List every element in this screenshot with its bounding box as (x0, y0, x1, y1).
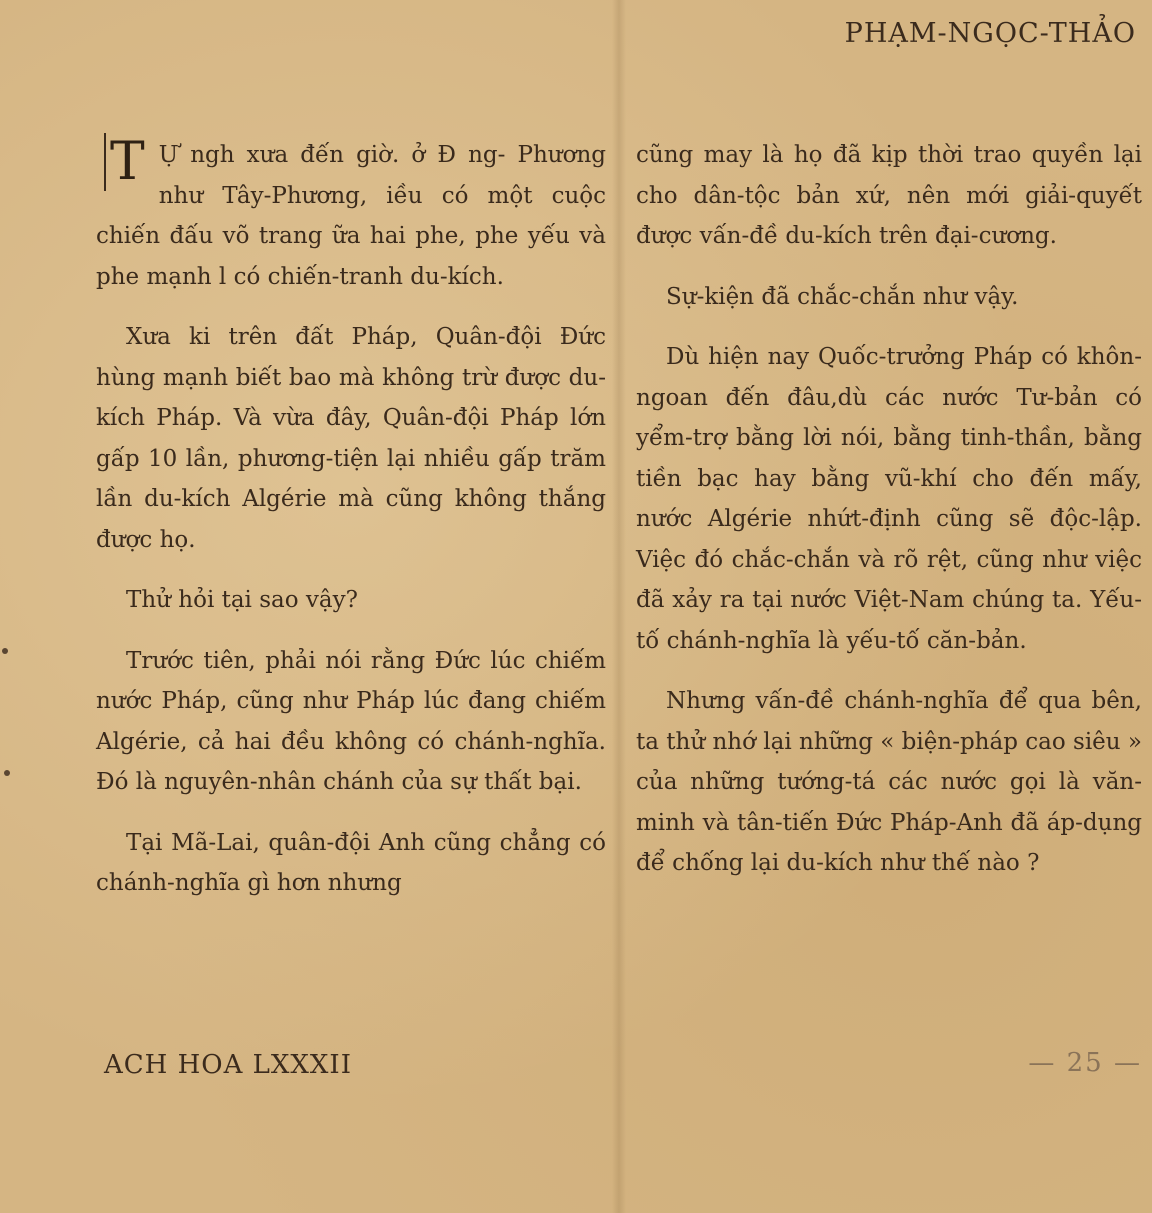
footer-magazine-issue: ACH HOA LXXXII (104, 1050, 352, 1080)
left-paragraph-1 (96, 132, 606, 297)
print-speck (2, 648, 8, 654)
left-paragraph-3: Thử hỏi tại sao vậy? (126, 587, 358, 613)
right-paragraph-4: Nhưng vấn-đề chánh-nghĩa để qua bên, ta thử nhớ lại những « biện-pháp cao siêu » của những tướng-tá các nước gọi là văn-minh và tân-tiến Đức Pháp-Anh đã áp-dụng để chống lại du-kích như thế nào ? (636, 688, 1142, 876)
left-column (96, 132, 606, 924)
page-header-author: PHẠM-NGỌC-THẢO (844, 18, 1136, 49)
left-paragraph-5: Tại Mã-Lai, quân-đội Anh cũng chẳng có chánh-nghĩa gì hơn nhưng (96, 829, 606, 896)
right-paragraph-3: Dù hiện nay Quốc-trưởng Pháp có khôn-ngoan đến đâu,dù các nước Tư-bản có yểm-trợ bằng lời nói, bằng tinh-thần, bằng tiền bạc hay bằng vũ-khí cho đến mấy, nước Algérie nhứt-định cũng sẽ độc-lập. Việc đó chắc-chắn và rõ rệt, cũng như việc đã xảy ra tại nước Việt-Nam chúng ta. Yếu-tố chánh-nghĩa là yếu-tố căn-bản. (636, 344, 1142, 654)
left-paragraph-2: Xưa ki trên đất Pháp, Quân-đội Đức hùng mạnh biết bao mà không trừ được du-kích Pháp. Và vừa đây, Quân-đội Pháp lớn gấp 10 lần, phương-tiện lại nhiều gấp trăm lần du-kích Algérie mà cũng không thắng được họ. (96, 324, 606, 553)
right-column (636, 135, 1142, 904)
page-fold (612, 0, 626, 1213)
drop-cap: T (104, 133, 145, 191)
left-paragraph-1-text: Ự ngh xưa đến giờ. ở Đ ng- Phương như Tây-Phương, iều có một cuộc chiến đấu võ trang ữa hai phe, phe yếu và phe mạnh l có chiến-tranh du-kích. (96, 142, 606, 290)
footer-page-number: — 25 — (1028, 1048, 1142, 1078)
print-speck (4, 770, 10, 776)
right-paragraph-1: cũng may là họ đã kịp thời trao quyền lại cho dân-tộc bản xứ, nên mới giải-quyết được vấn-đề du-kích trên đại-cương. (636, 142, 1142, 249)
right-paragraph-2: Sự-kiện đã chắc-chắn như vậy. (666, 283, 1019, 310)
left-paragraph-4: Trước tiên, phải nói rằng Đức lúc chiếm nước Pháp, cũng như Pháp lúc đang chiếm Algérie, cả hai đều không có chánh-nghĩa. Đó là nguyên-nhân chánh của sự thất bại. (96, 647, 606, 795)
